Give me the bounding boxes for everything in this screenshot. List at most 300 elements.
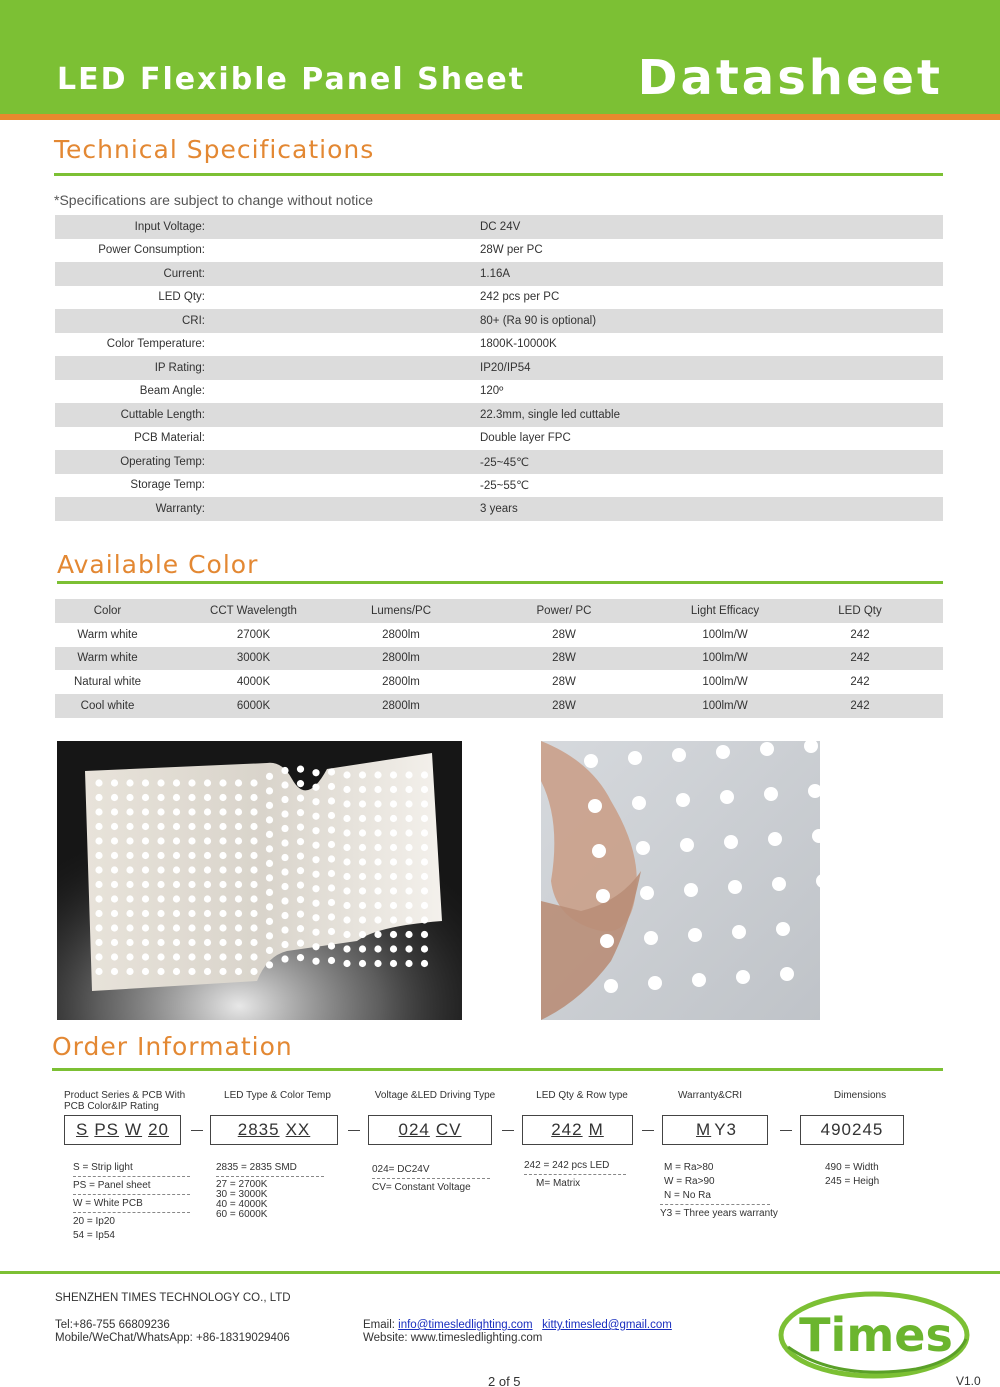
legend-item: Y3 = Three years warranty bbox=[660, 1208, 778, 1219]
led-dot bbox=[111, 881, 118, 888]
table-cell: 6000K bbox=[236, 700, 271, 713]
led-dot bbox=[95, 881, 102, 888]
led-dot bbox=[281, 883, 288, 890]
led-dot bbox=[219, 823, 226, 830]
led-dot bbox=[405, 916, 412, 923]
led-dot bbox=[343, 844, 350, 851]
led-dot bbox=[281, 912, 288, 919]
led-dot bbox=[188, 924, 195, 931]
led-dot bbox=[359, 771, 366, 778]
led-dot bbox=[95, 852, 102, 859]
legend-separator bbox=[216, 1176, 324, 1177]
led-dot bbox=[188, 823, 195, 830]
led-dot bbox=[312, 798, 319, 805]
led-dot bbox=[204, 968, 211, 975]
led-dot bbox=[95, 808, 102, 815]
led-dot bbox=[312, 784, 319, 791]
led-dot bbox=[204, 779, 211, 786]
led-dot bbox=[281, 796, 288, 803]
led-dot bbox=[374, 771, 381, 778]
led-dot bbox=[390, 858, 397, 865]
led-dot bbox=[266, 831, 273, 838]
spec-row bbox=[55, 380, 943, 404]
spec-note: *Specifications are subject to change without notice bbox=[54, 192, 374, 208]
led-dot bbox=[250, 779, 257, 786]
table-cell: 242 bbox=[850, 700, 870, 713]
table-header-row bbox=[55, 599, 943, 623]
legend-separator bbox=[372, 1178, 490, 1179]
order-code-series bbox=[64, 1115, 181, 1145]
spec-value: DC 24V bbox=[480, 220, 521, 233]
spec-label: Input Voltage: bbox=[134, 220, 205, 233]
panel-photo-hand bbox=[541, 741, 820, 1020]
led-dot bbox=[343, 829, 350, 836]
led-dot bbox=[359, 887, 366, 894]
led-dot bbox=[142, 823, 149, 830]
led-dot bbox=[188, 881, 195, 888]
led-dot bbox=[157, 779, 164, 786]
led-dot bbox=[421, 786, 428, 793]
section-divider bbox=[57, 581, 943, 584]
code-dash bbox=[780, 1130, 792, 1131]
led-dot bbox=[95, 794, 102, 801]
order-code-led-type bbox=[210, 1115, 338, 1145]
led-dot bbox=[328, 913, 335, 920]
led-dot bbox=[297, 780, 304, 787]
table-cell: Cool white bbox=[80, 700, 135, 713]
led-dot bbox=[297, 824, 304, 831]
led-dot bbox=[343, 800, 350, 807]
led-dot bbox=[188, 953, 195, 960]
led-dot bbox=[204, 910, 211, 917]
led-dot bbox=[312, 943, 319, 950]
led-dot bbox=[219, 953, 226, 960]
led-dot bbox=[219, 881, 226, 888]
led-dot bbox=[126, 953, 133, 960]
panel-photo-curved bbox=[57, 741, 462, 1020]
legend-series bbox=[73, 1162, 190, 1241]
spec-row bbox=[55, 262, 943, 286]
led-dot bbox=[95, 953, 102, 960]
led-dot bbox=[592, 844, 606, 858]
spec-value: 28W per PC bbox=[480, 244, 543, 257]
led-dot bbox=[312, 871, 319, 878]
led-dot bbox=[421, 873, 428, 880]
legend-voltage bbox=[372, 1164, 490, 1193]
led-dot bbox=[204, 924, 211, 931]
led-dot bbox=[312, 885, 319, 892]
led-dot bbox=[636, 841, 650, 855]
led-dot bbox=[111, 910, 118, 917]
logo-text: Times bbox=[799, 1308, 953, 1362]
table-cell: 2800lm bbox=[382, 628, 420, 641]
led-dot bbox=[632, 796, 646, 810]
led-dot bbox=[760, 742, 774, 756]
led-dot bbox=[266, 889, 273, 896]
led-dot bbox=[374, 931, 381, 938]
led-dot bbox=[343, 916, 350, 923]
led-dot bbox=[390, 931, 397, 938]
code-segment: Y3 bbox=[714, 1120, 737, 1139]
table-cell: 100lm/W bbox=[702, 700, 748, 713]
led-dot bbox=[421, 829, 428, 836]
led-dot bbox=[421, 844, 428, 851]
legend-item: 54 = Ip54 bbox=[73, 1230, 115, 1241]
led-dot bbox=[312, 900, 319, 907]
led-dot bbox=[724, 835, 738, 849]
column-header: Color bbox=[93, 604, 122, 617]
table-cell: 100lm/W bbox=[702, 652, 748, 665]
led-dot bbox=[312, 769, 319, 776]
led-dot bbox=[188, 968, 195, 975]
led-dot bbox=[297, 766, 304, 773]
led-dot bbox=[111, 953, 118, 960]
led-dot bbox=[142, 924, 149, 931]
led-dot bbox=[235, 794, 242, 801]
legend-warranty bbox=[660, 1162, 778, 1219]
led-dot bbox=[266, 860, 273, 867]
led-dot bbox=[204, 808, 211, 815]
legend-separator bbox=[660, 1204, 770, 1205]
table-cell: 28W bbox=[552, 676, 576, 689]
led-dot bbox=[374, 887, 381, 894]
legend-item: 024= DC24V bbox=[372, 1164, 430, 1175]
spec-value: -25~45℃ bbox=[480, 456, 530, 469]
led-dot bbox=[188, 837, 195, 844]
led-dot bbox=[142, 837, 149, 844]
led-dot bbox=[281, 897, 288, 904]
led-dot bbox=[142, 968, 149, 975]
spec-row bbox=[55, 215, 943, 239]
email-link-kitty[interactable]: kitty.timesled@gmail.com bbox=[542, 1319, 672, 1331]
led-dot bbox=[405, 829, 412, 836]
led-dot bbox=[204, 953, 211, 960]
legend-item: M= Matrix bbox=[536, 1178, 581, 1189]
led-dot bbox=[204, 881, 211, 888]
email-label: Email: bbox=[363, 1319, 399, 1331]
code-dash bbox=[191, 1130, 203, 1131]
led-dot bbox=[142, 779, 149, 786]
led-dot bbox=[297, 940, 304, 947]
led-dot bbox=[772, 877, 786, 891]
led-dot bbox=[281, 825, 288, 832]
led-dot bbox=[405, 815, 412, 822]
led-dot bbox=[359, 800, 366, 807]
led-dot bbox=[126, 895, 133, 902]
led-dot bbox=[405, 887, 412, 894]
led-dot bbox=[328, 942, 335, 949]
led-dot bbox=[250, 808, 257, 815]
column-header: LED Qty bbox=[838, 604, 882, 617]
order-info-title: Order Information bbox=[52, 1032, 293, 1061]
led-dot bbox=[390, 916, 397, 923]
led-dot bbox=[405, 771, 412, 778]
led-dot bbox=[188, 939, 195, 946]
product-title: LED Flexible Panel Sheet bbox=[57, 62, 526, 97]
led-dot bbox=[328, 884, 335, 891]
spec-value: 1.16A bbox=[480, 267, 511, 280]
led-dot bbox=[676, 793, 690, 807]
led-dot bbox=[142, 881, 149, 888]
led-dot bbox=[312, 856, 319, 863]
version-label: V1.0 bbox=[956, 1374, 981, 1387]
led-dot bbox=[157, 852, 164, 859]
led-dot bbox=[157, 939, 164, 946]
spec-label: PCB Material: bbox=[134, 432, 205, 445]
table-cell: 2800lm bbox=[382, 700, 420, 713]
legend-qty bbox=[524, 1160, 626, 1189]
led-dot bbox=[421, 902, 428, 909]
led-dot bbox=[111, 837, 118, 844]
led-dot bbox=[640, 886, 654, 900]
led-dot bbox=[111, 939, 118, 946]
led-dot bbox=[421, 931, 428, 938]
legend-item: 490 = Width bbox=[825, 1162, 879, 1173]
led-dot bbox=[250, 953, 257, 960]
table-row bbox=[55, 647, 943, 671]
led-dot bbox=[359, 902, 366, 909]
led-dot bbox=[281, 781, 288, 788]
led-dot bbox=[266, 918, 273, 925]
page-number: 2 of 5 bbox=[488, 1374, 521, 1387]
led-dot bbox=[204, 823, 211, 830]
led-dot bbox=[111, 779, 118, 786]
led-dot bbox=[95, 823, 102, 830]
led-dot bbox=[173, 866, 180, 873]
led-dot bbox=[157, 823, 164, 830]
led-dot bbox=[111, 924, 118, 931]
code-dash bbox=[348, 1130, 360, 1131]
spec-label: Operating Temp: bbox=[120, 455, 205, 468]
led-dot bbox=[312, 958, 319, 965]
legend-item: 2835 = 2835 SMD bbox=[216, 1162, 297, 1173]
code-segment: S bbox=[76, 1120, 89, 1139]
column-header: Light Efficacy bbox=[690, 604, 760, 617]
led-dot bbox=[328, 826, 335, 833]
led-dot bbox=[328, 841, 335, 848]
led-dot bbox=[250, 866, 257, 873]
contact-online bbox=[363, 1319, 672, 1345]
led-dot bbox=[126, 939, 133, 946]
led-dot bbox=[374, 858, 381, 865]
column-header: Power/ PC bbox=[536, 604, 592, 617]
doc-type-title: Datasheet bbox=[637, 50, 943, 106]
led-dot bbox=[297, 838, 304, 845]
led-dot bbox=[281, 941, 288, 948]
available-color-title: Available Color bbox=[57, 550, 259, 579]
led-dot bbox=[173, 910, 180, 917]
legend-separator bbox=[73, 1212, 190, 1213]
led-dot bbox=[142, 910, 149, 917]
led-dot bbox=[95, 895, 102, 902]
led-dot bbox=[173, 968, 180, 975]
led-dot bbox=[297, 867, 304, 874]
spec-value: IP20/IP54 bbox=[480, 361, 531, 374]
spec-row bbox=[55, 356, 943, 380]
led-dot bbox=[188, 852, 195, 859]
led-dot bbox=[328, 797, 335, 804]
table-cell: 28W bbox=[552, 628, 576, 641]
led-dot bbox=[343, 931, 350, 938]
spec-value: 1800K-10000K bbox=[480, 338, 557, 351]
led-dot bbox=[266, 903, 273, 910]
legend-separator bbox=[524, 1174, 626, 1175]
led-dot bbox=[343, 815, 350, 822]
spec-label: Storage Temp: bbox=[130, 479, 205, 492]
led-dot bbox=[359, 960, 366, 967]
spec-value: 22.3mm, single led cuttable bbox=[480, 408, 620, 421]
legend-item: W = White PCB bbox=[73, 1198, 143, 1209]
spec-value: Double layer FPC bbox=[480, 432, 571, 445]
table-cell: Natural white bbox=[73, 676, 142, 689]
led-dot bbox=[142, 895, 149, 902]
led-dot bbox=[235, 881, 242, 888]
order-code-dimensions bbox=[800, 1115, 904, 1145]
table-cell: Warm white bbox=[77, 652, 138, 665]
legend-item: 30 = 3000K bbox=[216, 1189, 268, 1200]
spec-row bbox=[55, 427, 943, 451]
led-dot bbox=[188, 808, 195, 815]
led-dot bbox=[390, 771, 397, 778]
legend-item: M = Ra>80 bbox=[664, 1162, 714, 1173]
spec-label: IP Rating: bbox=[154, 361, 205, 374]
legend-item: CV= Constant Voltage bbox=[372, 1182, 471, 1193]
led-dot bbox=[421, 858, 428, 865]
led-dot bbox=[219, 852, 226, 859]
led-dot bbox=[173, 939, 180, 946]
code-segment: XX bbox=[285, 1120, 311, 1139]
website-text: Website: www.timesledlighting.com bbox=[363, 1332, 543, 1344]
led-dot bbox=[297, 795, 304, 802]
section-divider bbox=[52, 1068, 943, 1071]
led-dot bbox=[188, 794, 195, 801]
led-dot bbox=[250, 895, 257, 902]
spec-label: CRI: bbox=[182, 314, 205, 327]
led-dot bbox=[421, 815, 428, 822]
led-dot bbox=[776, 922, 790, 936]
led-dot bbox=[235, 852, 242, 859]
led-dot bbox=[374, 786, 381, 793]
led-dot bbox=[688, 928, 702, 942]
spec-value: 120º bbox=[480, 385, 504, 398]
led-dot bbox=[343, 945, 350, 952]
email-link-info[interactable]: info@timesledlighting.com bbox=[398, 1319, 533, 1331]
led-dot bbox=[235, 910, 242, 917]
code-segment: M bbox=[588, 1120, 604, 1139]
led-dot bbox=[374, 945, 381, 952]
led-dot bbox=[359, 931, 366, 938]
spec-label: LED Qty: bbox=[158, 291, 205, 304]
led-dot bbox=[680, 838, 694, 852]
led-dot bbox=[405, 786, 412, 793]
led-dot bbox=[266, 816, 273, 823]
led-dot bbox=[219, 895, 226, 902]
led-dot bbox=[390, 873, 397, 880]
order-header-dimensions: Dimensions bbox=[833, 1090, 887, 1101]
led-dot bbox=[250, 794, 257, 801]
code-segment: 024 bbox=[398, 1120, 430, 1139]
spec-label: Warranty: bbox=[155, 502, 205, 515]
led-dot bbox=[266, 802, 273, 809]
phone-number: Tel:+86-755 66809236 bbox=[55, 1319, 170, 1331]
led-dot bbox=[204, 852, 211, 859]
led-dot bbox=[720, 790, 734, 804]
led-dot bbox=[584, 754, 598, 768]
led-dot bbox=[281, 854, 288, 861]
led-dot bbox=[188, 866, 195, 873]
led-dot bbox=[250, 837, 257, 844]
led-dot bbox=[390, 800, 397, 807]
legend-item: 60 = 6000K bbox=[216, 1209, 268, 1220]
led-dot bbox=[126, 823, 133, 830]
table-row bbox=[55, 623, 943, 647]
footer-divider bbox=[0, 1271, 1000, 1274]
led-dot bbox=[173, 823, 180, 830]
spec-label: Cuttable Length: bbox=[120, 408, 205, 421]
email-line bbox=[363, 1319, 672, 1332]
led-dot bbox=[297, 911, 304, 918]
led-dot bbox=[250, 939, 257, 946]
mobile-number: Mobile/WeChat/WhatsApp: +86-18319029406 bbox=[55, 1332, 290, 1344]
led-dot bbox=[173, 837, 180, 844]
led-dot bbox=[157, 895, 164, 902]
led-dot bbox=[374, 960, 381, 967]
led-dot bbox=[764, 787, 778, 801]
led-dot bbox=[374, 800, 381, 807]
led-dot bbox=[142, 794, 149, 801]
led-dot bbox=[95, 924, 102, 931]
column-header: CCT Wavelength bbox=[210, 604, 297, 617]
led-dot bbox=[173, 953, 180, 960]
led-dot bbox=[297, 809, 304, 816]
led-dot bbox=[157, 968, 164, 975]
led-dot bbox=[142, 953, 149, 960]
code-segment: CV bbox=[435, 1120, 462, 1139]
table-cell: 2800lm bbox=[382, 652, 420, 665]
led-dot bbox=[405, 873, 412, 880]
led-dot bbox=[281, 839, 288, 846]
led-dot bbox=[173, 924, 180, 931]
led-dot bbox=[405, 945, 412, 952]
column-header: Lumens/PC bbox=[370, 604, 432, 617]
led-dot bbox=[250, 852, 257, 859]
led-dot bbox=[219, 794, 226, 801]
led-dot bbox=[95, 837, 102, 844]
led-dot bbox=[219, 808, 226, 815]
led-dot bbox=[421, 887, 428, 894]
order-code-voltage bbox=[368, 1115, 492, 1145]
led-dot bbox=[157, 866, 164, 873]
led-dot bbox=[312, 813, 319, 820]
led-dot bbox=[780, 967, 794, 981]
order-header-voltage: Voltage &LED Driving Type bbox=[374, 1090, 496, 1101]
spec-row bbox=[55, 450, 943, 474]
table-cell: 28W bbox=[552, 652, 576, 665]
led-dot bbox=[250, 881, 257, 888]
led-dot bbox=[95, 968, 102, 975]
led-dot bbox=[142, 939, 149, 946]
led-dot bbox=[297, 882, 304, 889]
code-segment: PS bbox=[94, 1120, 120, 1139]
led-dot bbox=[281, 810, 288, 817]
legend-item: S = Strip light bbox=[73, 1162, 133, 1173]
spec-row bbox=[55, 497, 943, 521]
led-dot bbox=[219, 910, 226, 917]
led-dot bbox=[328, 812, 335, 819]
spec-label: Power Consumption: bbox=[98, 244, 205, 257]
legend-dimensions bbox=[825, 1162, 915, 1187]
spec-row bbox=[55, 403, 943, 427]
